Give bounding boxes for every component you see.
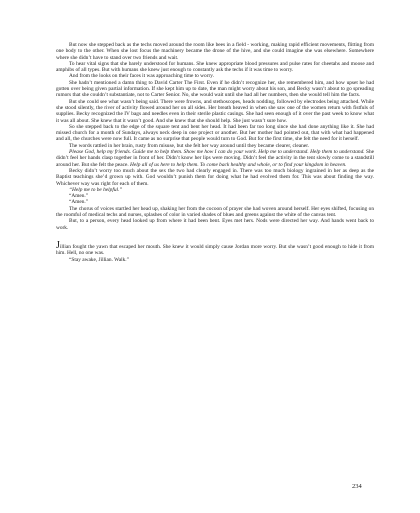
- prayer-paragraph: [56, 149, 374, 168]
- italic-line: “Help me to be helpful.”: [69, 186, 123, 193]
- dialogue-line: “Amen.”: [69, 199, 89, 206]
- paragraph: Becky didn’t worry too much about the sex the two had clearly engaged in. There was too much biology ingrained in her as deep as the Baptist teachings she’d grown up with. God wouldn’t punish them for doing what he had evolved them for. This was about finding the way. Whichever way was right for each of them.: [56, 167, 374, 187]
- paragraph: But now she stepped back as the techs moved around the room like bees in a field - working, making rapid efficient movements, flitting from one body to the other. When she lost focus the machinery became the drone of the hive, and she could imagine she was elsewhere. Somewhere where she didn’t have to stand over two friends and wait.: [56, 42, 374, 61]
- paragraph: She hadn’t mentioned a damn thing to David Carter The First. Even if he didn’t recognize her, she remembered him, and how upset he had gotten over being given partial information. If she kept him up to date, the man might worry about his son, and Becky wasn’t about to go spreading rumors that she couldn’t substantiate, not to Carter Senior. No, she would wait until she had all her numbers, then she would tell him the facts.: [56, 79, 374, 99]
- prayer-italic-2: Help all of us here to help them. To come back healthy and whole, or to find your kingdom in heaven.: [130, 161, 347, 168]
- paragraph: But she could see what wasn’t being said. There were frowns, and stethoscopes, heads nodding, followed by electrodes being attached. While she stood silently, the river of activity flowed around her on all sides. Her breath heaved in when she saw one of the women return with fistfuls of supplies. Becky recognized the IV bags and needles even in their sterile plastic casings. She had seen enough of it over the past week to know what it was all about. She knew that it wasn’t good. And she knew that she should help. She just wasn’t sure how.: [56, 98, 374, 124]
- dialogue-line: “Stay awake, Jillian. Walk.”: [69, 256, 130, 263]
- paragraph: The words rattled in her brain, rusty from misuse, but she felt her way around until they became clearer, cleaner.: [69, 142, 310, 149]
- page-number: 234: [352, 483, 362, 490]
- section-break: [56, 231, 374, 243]
- dialogue-line: “Amen.”: [69, 193, 89, 200]
- paragraph: The chorus of voices startled her head up, shaking her from the cocoon of prayer she had woven around herself. Her eyes shifted, focusing on the roomful of medical techs and nurses, splashes of color in varied shades of blues and greens against the white of the canvas tent.: [56, 205, 374, 219]
- prayer-italic: Please God, help my friends. Guide me to help them. Show me how I can do your work. Help me to understand. Help them to understand.: [69, 149, 365, 156]
- prayer-text: She didn’t feel her hands clasp together in front of her. Didn’t know her lips were moving. Didn’t feel the activity in the tent slowly come to a standstill around her. But she felt the peace.: [56, 149, 374, 168]
- section-opening-paragraph: [56, 239, 374, 257]
- opening-text: illian fought the yawn that escaped her mouth. She knew it would simply cause Jordan more worry. But she wasn’t good enough to hide it from him. Hell, no one was.: [56, 243, 374, 257]
- paragraph: To hear vital signs that she barely understood for humans. She knew appropriate blood pressures and pulse rates for cheetahs and moose and amphibs of all types. But with humans she knew just enough to constantly ask the techs if it was time to worry.: [56, 60, 374, 74]
- paragraph: So she stepped back to the edge of the square tent and bent her head. It had been far too long since she had done anything like it. She had missed church for a month of Sundays, always neck deep in one project or another. But her mother had pointed out, that with what had happened and all, the churches were now full. It came as no surprise that people would turn to God. But for the first time, she felt the need for it herself.: [56, 123, 374, 143]
- paragraph: But, to a person, every head looked up from where it had been bent. Eyes met hers. Nods were directed her way. And hands went back to work.: [56, 218, 374, 231]
- drop-cap: J: [56, 239, 60, 251]
- body-text: [56, 42, 374, 263]
- paragraph: And from the looks on their faces it was approaching time to worry.: [69, 73, 214, 80]
